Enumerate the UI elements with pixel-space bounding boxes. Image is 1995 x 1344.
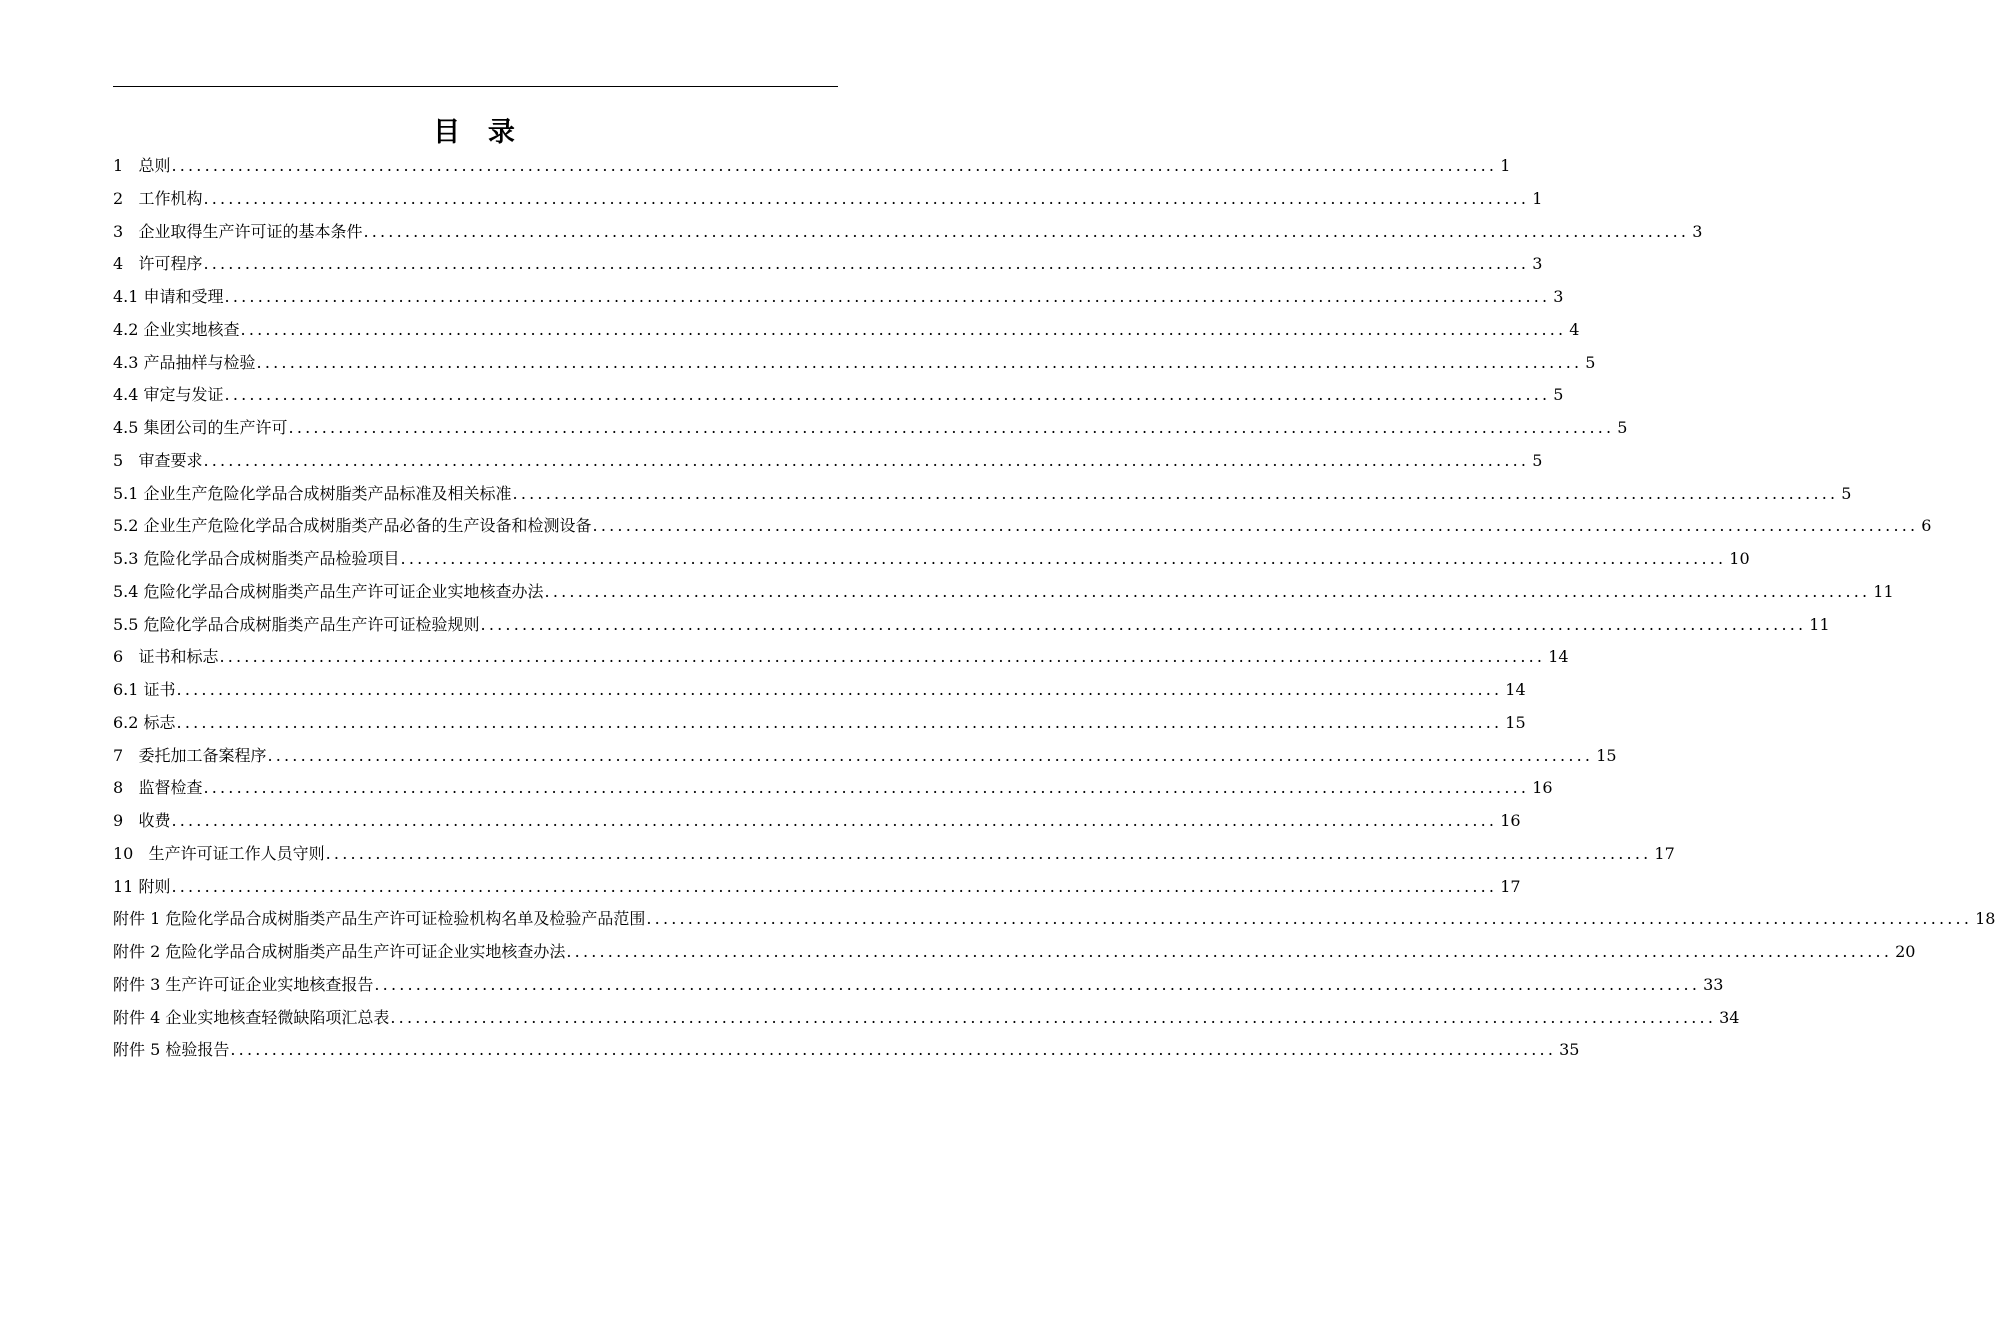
toc-dot-leader: ................................................................................................................................................................ — [171, 156, 1498, 175]
toc-entry-number: 6.2 — [113, 712, 144, 732]
toc-entry-title: 企业生产危险化学品合成树脂类产品标准及相关标准 — [143, 483, 512, 503]
toc-entry-number: 6 — [113, 647, 139, 667]
toc-dot-leader: ................................................................................................................................................................ — [400, 549, 1727, 568]
toc-entry-page: 3 — [1532, 254, 1543, 274]
toc-entry-page: 3 — [1553, 287, 1564, 306]
toc-entry[interactable] — [113, 772, 1553, 805]
toc-entry-title: 标志 — [143, 712, 176, 732]
toc-entry[interactable] — [113, 183, 1543, 216]
toc-dot-leader: ................................................................................................................................................................ — [203, 188, 1530, 208]
toc-entry-title: 企业取得生产许可证的基本条件 — [138, 221, 363, 241]
toc-entry-title: 危险化学品合成树脂类产品生产许可证企业实地核查办法 — [165, 942, 566, 961]
toc-entry-number: 8 — [113, 778, 139, 798]
toc-entry[interactable] — [113, 281, 1564, 314]
toc-entry-number: 附件 5 — [113, 1040, 166, 1060]
toc-entry-number: 附件 3 — [113, 974, 166, 994]
toc-dot-leader: ................................................................................................................................................................ — [512, 483, 1839, 503]
toc-entry-title: 企业生产危险化学品合成树脂类产品必备的生产设备和检测设备 — [143, 516, 592, 536]
toc-entry-number: 4.2 — [113, 319, 144, 339]
toc-entry[interactable] — [113, 314, 1580, 347]
toc-entry[interactable] — [113, 478, 1852, 511]
toc-entry-number: 10 — [113, 843, 149, 863]
toc-entry-title: 审定与发证 — [143, 385, 224, 405]
toc-entry-page: 11 — [1873, 581, 1894, 601]
toc-entry-title: 危险化学品合成树脂类产品检验项目 — [143, 549, 400, 568]
toc-entry[interactable] — [113, 216, 1703, 249]
toc-entry[interactable] — [113, 1034, 1580, 1067]
toc-dot-leader: ................................................................................................................................................................ — [230, 1040, 1557, 1060]
toc-entry[interactable] — [113, 707, 1526, 740]
toc-entry[interactable] — [113, 1002, 1740, 1035]
toc-dot-leader: ................................................................................................................................................................ — [224, 385, 1551, 405]
toc-entry-title: 集团公司的生产许可 — [143, 418, 288, 437]
toc-entry-page: 33 — [1703, 974, 1724, 994]
toc-entry[interactable] — [113, 871, 1521, 904]
toc-entry-number: 1 — [113, 156, 139, 175]
toc-entry-number: 2 — [113, 188, 139, 208]
toc-dot-leader: ................................................................................................................................................................ — [203, 450, 1530, 470]
toc-entry-number: 4.3 — [113, 352, 144, 372]
toc-dot-leader: ................................................................................................................................................................ — [363, 221, 1690, 241]
toc-entry-page: 17 — [1500, 876, 1521, 896]
toc-entry-title: 总则 — [138, 156, 171, 175]
toc-entry-title: 许可程序 — [138, 254, 203, 274]
toc-dot-leader: ................................................................................................................................................................ — [176, 680, 1503, 699]
toc-entry[interactable] — [113, 838, 1675, 871]
toc-entry-number: 5.2 — [113, 516, 144, 536]
toc-entry-number: 附件 1 — [113, 909, 166, 929]
toc-entry[interactable] — [113, 543, 1750, 576]
toc-entry-title: 监督检查 — [138, 778, 203, 798]
toc-dot-leader: ................................................................................................................................................................ — [224, 287, 1551, 306]
toc-entry-title: 生产许可证工作人员守则 — [148, 843, 325, 863]
toc-entry-page: 16 — [1500, 811, 1521, 830]
toc-dot-leader: ................................................................................................................................................................ — [288, 418, 1615, 437]
toc-entry-number: 4.4 — [113, 385, 144, 405]
toc-entry-number: 9 — [113, 811, 139, 830]
toc-dot-leader: ................................................................................................................................................................ — [256, 352, 1583, 372]
toc-entry[interactable] — [113, 903, 1995, 936]
toc-entry-title: 生产许可证企业实地核查报告 — [165, 974, 374, 994]
toc-entry-number: 4.1 — [113, 287, 144, 306]
toc-entry-page: 11 — [1809, 614, 1830, 634]
toc-entry-title: 工作机构 — [138, 188, 203, 208]
toc-entry-page: 3 — [1692, 221, 1703, 241]
toc-dot-leader: ................................................................................................................................................................ — [203, 254, 1530, 274]
toc-entry[interactable] — [113, 347, 1596, 380]
toc-entry[interactable] — [113, 805, 1521, 838]
toc-list — [113, 150, 1995, 1067]
toc-entry-number: 5.1 — [113, 483, 144, 503]
toc-entry[interactable] — [113, 150, 1511, 183]
toc-entry-number: 7 — [113, 745, 139, 765]
toc-entry-page: 5 — [1553, 385, 1564, 405]
toc-entry-number: 6.1 — [113, 680, 144, 699]
toc-dot-leader: ................................................................................................................................................................ — [171, 876, 1498, 896]
toc-entry-page: 15 — [1505, 712, 1526, 732]
toc-entry-number: 5.4 — [113, 581, 144, 601]
toc-entry-page: 5 — [1617, 418, 1628, 437]
toc-entry[interactable] — [113, 379, 1564, 412]
toc-entry-title: 企业实地核查 — [143, 319, 240, 339]
toc-entry[interactable] — [113, 641, 1569, 674]
toc-entry-title: 产品抽样与检验 — [143, 352, 256, 372]
toc-entry-page: 20 — [1895, 942, 1916, 961]
toc-dot-leader: ................................................................................................................................................................ — [240, 319, 1567, 339]
toc-entry-title: 证书和标志 — [138, 647, 219, 667]
toc-entry[interactable] — [113, 740, 1617, 773]
toc-entry-title: 危险化学品合成树脂类产品生产许可证检验规则 — [143, 614, 480, 634]
toc-entry[interactable] — [113, 609, 1830, 642]
toc-entry-title: 企业实地核查轻微缺陷项汇总表 — [165, 1007, 390, 1027]
toc-entry-number: 附件 4 — [113, 1007, 166, 1027]
toc-entry-number: 4 — [113, 254, 139, 274]
toc-entry-page: 15 — [1596, 745, 1617, 765]
toc-entry[interactable] — [113, 445, 1543, 478]
toc-entry-title: 危险化学品合成树脂类产品生产许可证检验机构名单及检验产品范围 — [165, 909, 646, 929]
toc-entry-title: 申请和受理 — [143, 287, 224, 306]
toc-dot-leader: ................................................................................................................................................................ — [171, 811, 1498, 830]
toc-entry-number: 4.5 — [113, 418, 144, 437]
toc-entry[interactable] — [113, 674, 1526, 707]
toc-entry-page: 14 — [1505, 680, 1526, 699]
toc-entry-title: 证书 — [143, 680, 176, 699]
toc-entry-title: 检验报告 — [165, 1040, 230, 1060]
toc-entry-page: 35 — [1559, 1040, 1580, 1060]
toc-entry-number: 3 — [113, 221, 139, 241]
toc-entry[interactable] — [113, 510, 1932, 543]
toc-entry-title: 收费 — [138, 811, 171, 830]
toc-entry-title: 审查要求 — [138, 450, 203, 470]
toc-dot-leader: ................................................................................................................................................................ — [566, 942, 1893, 961]
toc-entry[interactable] — [113, 936, 1916, 969]
toc-entry-number: 附件 2 — [113, 942, 166, 961]
toc-entry-page: 6 — [1921, 516, 1932, 536]
toc-entry[interactable] — [113, 969, 1724, 1002]
toc-dot-leader: ................................................................................................................................................................ — [480, 614, 1807, 634]
toc-entry-page: 1 — [1500, 156, 1511, 175]
toc-entry-page: 5 — [1585, 352, 1596, 372]
toc-entry-number: 5.3 — [113, 549, 144, 568]
toc-dot-leader: ................................................................................................................................................................ — [592, 516, 1919, 536]
toc-entry-page: 1 — [1532, 188, 1543, 208]
toc-dot-leader: ................................................................................................................................................................ — [325, 843, 1652, 863]
toc-entry-title: 危险化学品合成树脂类产品生产许可证企业实地核查办法 — [143, 581, 544, 601]
toc-entry-page: 34 — [1719, 1007, 1740, 1027]
toc-title: 目 录 — [433, 117, 518, 148]
toc-entry-page: 10 — [1729, 549, 1750, 568]
toc-entry-number: 5 — [113, 450, 139, 470]
toc-dot-leader: ................................................................................................................................................................ — [267, 745, 1594, 765]
toc-entry[interactable] — [113, 412, 1628, 445]
toc-entry-number: 5.5 — [113, 614, 144, 634]
toc-entry-title: 附则 — [138, 876, 171, 896]
toc-dot-leader: ................................................................................................................................................................ — [176, 712, 1503, 732]
toc-entry-page: 17 — [1654, 843, 1675, 863]
toc-entry-page: 16 — [1532, 778, 1553, 798]
toc-dot-leader: ................................................................................................................................................................ — [646, 909, 1973, 929]
toc-entry-page: 5 — [1532, 450, 1543, 470]
toc-entry-number: 11 — [113, 876, 139, 896]
toc-entry-page: 14 — [1548, 647, 1569, 667]
toc-entry[interactable] — [113, 576, 1894, 609]
toc-entry-page: 4 — [1569, 319, 1580, 339]
toc-entry-page: 5 — [1841, 483, 1852, 503]
toc-dot-leader: ................................................................................................................................................................ — [390, 1007, 1717, 1027]
header-rule — [113, 86, 838, 87]
toc-dot-leader: ................................................................................................................................................................ — [203, 778, 1530, 798]
toc-dot-leader: ................................................................................................................................................................ — [374, 974, 1701, 994]
toc-entry[interactable] — [113, 248, 1543, 281]
toc-entry-page: 18 — [1975, 909, 1995, 929]
toc-dot-leader: ................................................................................................................................................................ — [544, 581, 1871, 601]
toc-entry-title: 委托加工备案程序 — [138, 745, 267, 765]
toc-dot-leader: ................................................................................................................................................................ — [219, 647, 1546, 667]
